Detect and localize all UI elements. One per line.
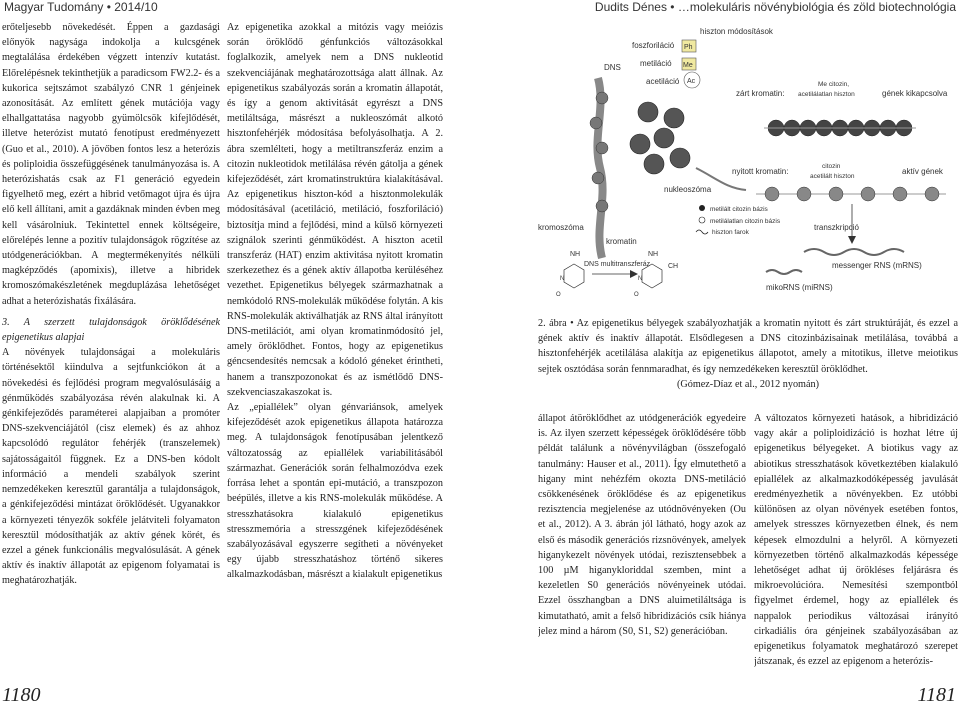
column-4 — [754, 411, 958, 671]
methylation-arrowhead — [630, 270, 638, 278]
running-header-left: Magyar Tudomány • 2014/10 — [4, 0, 158, 14]
fig-label-dns: DNS — [604, 63, 621, 72]
open-nucleosome — [861, 187, 875, 201]
caption-source: (Gómez-Díaz et al., 2012 nyomán) — [676, 378, 819, 390]
fig-chem-o-left: O — [556, 292, 561, 298]
col4-paragraph: A változatos környezeti hatások, a hibridizáció vagy akár a poliploidizáció is hozhat létre új epigenetikus bélyegeket. A biotikus vagy az abiotikus stresszhatások következtében kialakuló epiallélek az alkalmazkodóképesség javulását eredményezhetik a növényekben. Ez utóbbi különösen az olyan növények esetében fontos, amelyek stresszes környezetben élnek, és nem képesek elmozdulni a helyről. A környezeti környezetben történő alkalmazkodás képessége lehetőséget adhat új örökléses feljárásra és mikroevolúcióra. Nemesítési szempontból figyelmet érdemel, hogy az epiallélek és nappalok periodikus változásai irányító cirkadiális óra génjeinek szabályozásában az epigenetikus folyamatok meghatározó szerepet játszanak, és ezzel az epigenom a heterózis- — [754, 413, 958, 668]
open-nucleosome — [925, 187, 939, 201]
nucleosome-bead — [670, 148, 690, 168]
section-heading: 3. A szerzett tulajdonságok öröklődésének epigenetikus alapjai — [2, 316, 220, 344]
legend-methylated-dot — [699, 205, 705, 211]
chromosome-strand — [597, 78, 602, 258]
column-1 — [2, 20, 220, 670]
nucleosome-bead — [664, 108, 684, 128]
fig-chem-n-right: N — [638, 276, 643, 282]
legend-histone-tail — [696, 230, 708, 234]
nucleosome-bead — [638, 102, 658, 122]
fig-chem-n-left: N — [560, 276, 565, 282]
fig-label-citozin: citozin — [822, 163, 841, 170]
mirna-strand — [766, 270, 802, 274]
fig-label-transzkripcio: transzkripció — [814, 223, 859, 232]
fig-legend-hiszton-farok: hiszton farok — [712, 229, 749, 236]
nucleosome-bead — [644, 154, 664, 174]
fig-label-hiszton-modositasok: hiszton módosítások — [700, 27, 773, 36]
fig-label-kromatin: kromatin — [606, 237, 637, 246]
open-nucleosome — [893, 187, 907, 201]
legend-unmethylated-dot — [699, 217, 705, 223]
fig-label-kromoszoma: kromoszóma — [538, 223, 584, 232]
fig-chem-nh2-a: NH — [570, 251, 581, 258]
fig-label-mrns: messenger RNS (mRNS) — [832, 261, 922, 270]
fig-label-mirns: mikoRNS (miRNS) — [766, 283, 833, 292]
nucleosome-bead — [590, 117, 602, 129]
nucleosome-bead — [630, 134, 650, 154]
fig-label-foszforilacio: foszforiláció — [632, 41, 675, 50]
transcription-arrowhead — [848, 236, 856, 244]
figure-illustration — [536, 18, 960, 308]
fig-legend-metilalt: metilált citozin bázis — [710, 206, 768, 213]
column-3 — [538, 411, 746, 671]
open-nucleosome — [765, 187, 779, 201]
nucleosome-bead — [596, 200, 608, 212]
fig-label-dns-metiltranszferaz: DNS multitranszferáz — [584, 261, 651, 268]
fig-chem-nh2-b: NH — [648, 251, 659, 258]
column-2 — [227, 20, 443, 670]
fig-chem-o-right: O — [634, 292, 639, 298]
caption-text: 2. ábra • Az epigenetikus bélyegek szabályozhatják a kromatin nyitott és zárt struktúráját, és ezzel a gének aktív és inaktív állapotát. Elsődlegesen a DNS citozinbázisainak metilálása, továbbá a hisztonfehérjék acetilálása alakítja az epigenetikus állapotot, amely a mitotikus, illetve meiotikus sejtek osztódása során fennmaradhat, és így nemzedékeken keresztül öröklődhet. — [538, 318, 958, 375]
page-number-right: 1181 — [917, 684, 956, 706]
fig-label-me-citozin: Me citozin, — [818, 81, 850, 88]
fig-label-ph: Ph — [684, 44, 693, 51]
epigenetics-figure — [536, 18, 960, 308]
fig-label-aktiv-genek: aktív gének — [902, 167, 943, 176]
fig-label-acetilalt-hiszton: acetilált hiszton — [810, 173, 855, 180]
fig-label-acetilalatlan: acetilálatlan hiszton — [798, 91, 855, 98]
figure-caption — [538, 316, 958, 392]
page-number-left: 1180 — [2, 684, 41, 706]
col2-paragraph-2: Az „epiallélek” olyan génvariánsok, amelyek kifejeződését azok epigenetikus állapota határozza meg. A tulajdonságok fenotípusában jelentkező változatosság az epiallélek variabilitásából származhat. Generációk során felhalmozódva ezek forrása lehet a spontán epi-mutáció, a transzpozon beépülés, illetve a kis RNS-molekulák működése. A stresszhatásokra kialakuló epigenetikus stresszmemória a stresszgének kifejeződésének szabályozásával egyszerre segítheti a növényeket egy újabb stresszhatáshoz történő sikeres alkalmazkodásban, másrészt a kialakult epigenetikus — [227, 402, 443, 581]
col3-paragraph: állapot átöröklődhet az utódgenerációk egyedeire is. Az ilyen szerzett képességek öröklődésére több példát találunk a növényvilágban (összefogaló tanulmány: Hauser et al., 2011). Így elmutethető a higany mint nehézfém okozta DNS-metiláció csökkenésének öröklődése és az epigenetikus rezisztencia megjelenése az utódnövényeken (Ou et al., 2012). A 3. ábrán jól látható, hogy azok az első és második generációs rizsnövények, amelyek higanykezelt növények utódai, rezisztensebbek a 100 µM higanykloriddal szemben, mint a kezeletlen S0 generációs növényeinek utódai. Ezzel összhangban a DNS aluimetiláltsága is kimutatható, amit a felső hibridizációs csík hiánya jelez mind a három (S0, S1, S2) generációban. — [538, 413, 746, 637]
open-nucleosome — [829, 187, 843, 201]
col1-paragraph-1: erőteljesebb növekedését. Éppen a gazdasági előnyök nagysága indokolja a kulcsgének megtalálása érdekében végzett intenzív kutatást. Előrelépésnek tekinthetjük a paradicsom FW2.2- és a kukorica sejtszámot szabályzó CNR 1 génjeinek azonosítását. Az említett gének mutációja vagy elhallgattatása nagyobb gyümölcsök kifejlődését, illetve heterózist mutató fenotípust eredményezett (Guo et al., 2010). A jövőben fontos lesz a heterózis és poliploidia összefüggésének tanulmányozása is. A heterózishatás csak az F1 generáció egyedein figyelhető meg, ezért a hibrid vetőmagot újra és újra elő kell állítani, amit a gazdáknak minden évben meg kell vásárolniuk. Tekintettel ennek költségeire, előrelépés lenne a pozitív tulajdonságok rögzítése az utódgenerációkban. A megtermékenyítés nélküli magképződés (apomixis), illetve a hibridek kromoszómakészletének megduplázása lehetőséget adhat a heterózishatás fixálására. — [2, 22, 220, 307]
fig-label-nyitott-kromatin: nyitott kromatin: — [732, 167, 789, 176]
open-nucleosome — [797, 187, 811, 201]
col2-paragraph-1: Az epigenetika azokkal a mitózis vagy meiózis során öröklődő génfunkciós változásokkal foglalkozik, amelyek nem a DNS nukleotid szekvenciájának meghatározottsága alatt állnak. Az epigenetikus szabályozás során a kromatin állapotát, és így a genom aktivitását egyrészt a DNS metiláltsága, másrészt a nukleoszómát alkotó hisztonfehérjék módosítása befolyásolhatja. A 2. ábra szemlélteti, hogy a metiltranszferáz enzim a citozin nukleotidok metilálása révén gátolja a gének kifejeződését, zárt kromatinstruktúra kialakításával. Az epigenetikus hiszton-kód a hisztonmolekulák módosításával (acetiláció, metiláció, foszforiláció) biztosítja mind a fejlődési, mind a külső környezeti szignálok szerinti génműködést. A hiszton acetil transzferáz (HAT) enzim aktivitása nyitott kromatin szerkezethez és a gének aktív állapotba kerüléséhez vezethet. Epigenetikus bélyegek származhatnak a nemkódoló RNS-molekulák működése folytán. A kis RNS-molekulák aktiválhatják az RNS által irányított DNS-metilációt, ami olyan kromatinmódosító jel, amely öröklődhet. Fontos, hogy az epigenetikus géncsendesítés nemcsak a kódoló géneket érintheti, hanem a transzpozonokat és az ismétlődő DNS-szekvenciaszakaszokat is. — [227, 22, 443, 398]
nucleosome-bead — [596, 92, 608, 104]
fig-label-zart-kromatin: zárt kromatin: — [736, 89, 785, 98]
fig-label-ac: Ac — [687, 78, 696, 85]
col1-paragraph-2: A növények tulajdonságai a molekuláris történésektől kiindulva a sejtfunkciókon át a növekedési és fejlődési program megvalósulásáig a génműködés szabályozása révén alakulnak ki. A génkifejeződés paraméterei alapjaiban a promóter DNS-szekvenciájától (cisz elemek) és az ahhoz kapcsolódó regulátor fehérjék (transzelemek) sajátosságaitól függnek. Ez a DNS-ben kódolt információ a mendeli szabályok szerint nemzedékeken keresztül garantálja a tulajdonságok, a génkifejeződési mintázat öröklődését. Ugyanakkor a környezeti tényezők sokféle jelátviteli folyamaton keresztül módosíthatják az aktív gének körét, és ezzel a gének funkcionális megvalósulását. A gének aktív és inaktív állapotát az epigenom folyamatai is meghatározhatják. — [2, 347, 220, 587]
fig-chem-ch3: CH — [668, 263, 679, 270]
nucleosome-bead — [592, 172, 604, 184]
cytosine-ring-left — [564, 264, 584, 288]
fig-label-metilacio: metiláció — [640, 59, 672, 68]
nucleosome-bead — [654, 128, 674, 148]
fig-label-me: Me — [683, 62, 693, 69]
fig-label-acetilacio: acetiláció — [646, 77, 680, 86]
nucleosome-bead — [596, 142, 608, 154]
fig-label-nukleoszoma: nukleoszóma — [664, 185, 712, 194]
fig-label-genek-kikapcsolva: gének kikapcsolva — [882, 89, 948, 98]
mrna-strand — [804, 249, 904, 255]
running-header-right: Dudits Dénes • …molekuláris növénybiológia és zöld biotechnológia — [594, 0, 956, 14]
fig-legend-metilalatlan: metilálatlan citozin bázis — [710, 218, 781, 225]
